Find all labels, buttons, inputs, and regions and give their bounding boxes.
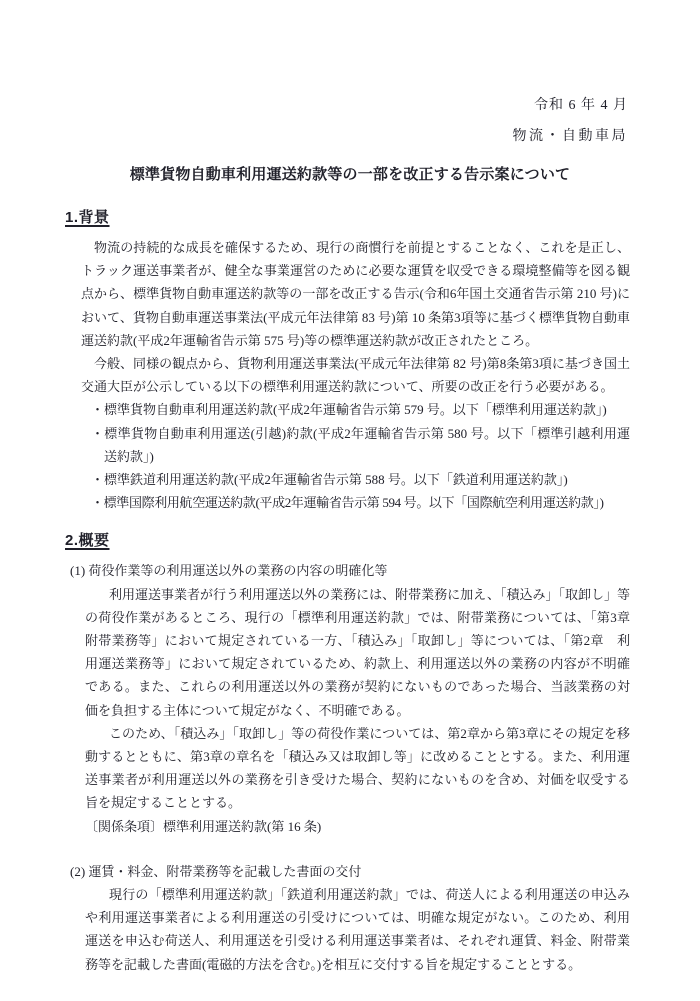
overview-item-1: [65, 559, 644, 837]
bullet-item-air-terms: ・標準国際利用航空運送約款(平成2年運輸省告示第 594 号。以下「国際航空利用運送約款」): [91, 495, 604, 511]
overview-item-1-paragraph-1: 利用運送事業者が行う利用運送以外の業務には、附帯業務に加え、「積込み」「取卸し」等の荷役作業があるところ、現行の「標準利用運送約款」では、附帯業務については、「第3章 附帯業務等」において規定されている一方、「積込み」「取卸し」等については、「第2章 利用運送業務等」において規定されているため、約款上、利用運送以外の業務の内容が不明確である。また、これらの利用運送以外の業務が契約にないものであった場合、当該業務の対価を負担する主体について規定がなく、不明確である。: [85, 586, 644, 718]
bullet-item-moving-terms: ・標準貨物自動車利用運送(引越)約款(平成2年運輸省告示第 580 号。以下「標準引越利用運送約款」): [91, 425, 630, 464]
section-background-heading: 1.背景: [65, 209, 110, 226]
document-title: 標準貨物自動車利用運送約款等の一部を改正する告示案について: [129, 166, 571, 183]
overview-item-2: [65, 860, 630, 976]
overview-item-1-related-clause: 〔関係条項〕標準利用運送約款(第 16 条): [85, 818, 322, 834]
document-header-meta: [513, 90, 629, 152]
overview-item-1-heading: (1) 荷役作業等の利用運送以外の業務の内容の明確化等: [70, 563, 388, 579]
bullet-item-standard-terms: ・標準貨物自動車利用運送約款(平成2年運輸省告示第 579 号。以下「標準利用運送約款」): [91, 402, 607, 418]
document-body: [65, 207, 644, 976]
background-paragraph-2: 今般、同様の観点から、貨物利用運送事業法(平成元年法律第 82 号)第8条第3項に基づき国土交通大臣が公示している以下の標準利用運送約款について、所要の改正を行う必要がある。: [81, 356, 630, 395]
terms-bullet-list: [91, 398, 630, 514]
bullet-item-rail-terms: ・標準鉄道利用運送約款(平成2年運輸省告示第 588 号。以下「鉄道利用運送約款」): [91, 472, 568, 488]
overview-item-2-paragraph-1: 現行の「標準利用運送約款」「鉄道利用運送約款」では、荷送人による利用運送の申込みや利用運送事業者による利用運送の引受けについては、明確な規定がない。このため、利用運送を申込む荷送人、利用運送を引受ける利用運送事業者は、それぞれ運賃、料金、附帯業務等を記載した書面(電磁的方法を含む。)を相互に交付する旨を規定することとする。: [85, 887, 630, 972]
department-name: 物流・自動車局: [512, 129, 628, 144]
background-paragraph-1: 物流の持続的な成長を確保するため、現行の商慣行を前提とすることなく、これを是正し、トラック運送事業者が、健全な事業運営のために必要な運賃を収受できる環境整備等を図る観点から、標準貨物自動車運送約款等の一部を改正する告示(令和6年国土交通省告示第 210 号)において、貨物自動車運送事業法(平成元年法律第 83 号)第 10 条第3項等に基づく標準貨物自動車運送約款(平成2年運輸省告示第 575 号)等の標準運送約款が改正されたところ。: [81, 240, 630, 348]
section-overview-heading: 2.概要: [65, 532, 110, 550]
overview-item-1-paragraph-2: このため、「積込み」「取卸し」等の荷役作業については、第2章から第3章にその規定を移動するとともに、第3章の章名を「積込み又は取卸し等」に改めることとする。また、利用運送事業者が利用運送以外の業務を引き受けた場合、契約にないものを含め、対価を収受する旨を規定することとする。: [85, 725, 630, 811]
document-date: 令和 6 年 4 月: [534, 98, 628, 113]
overview-item-2-heading: (2) 運賃・料金、附帯業務等を記載した書面の交付: [70, 863, 362, 879]
